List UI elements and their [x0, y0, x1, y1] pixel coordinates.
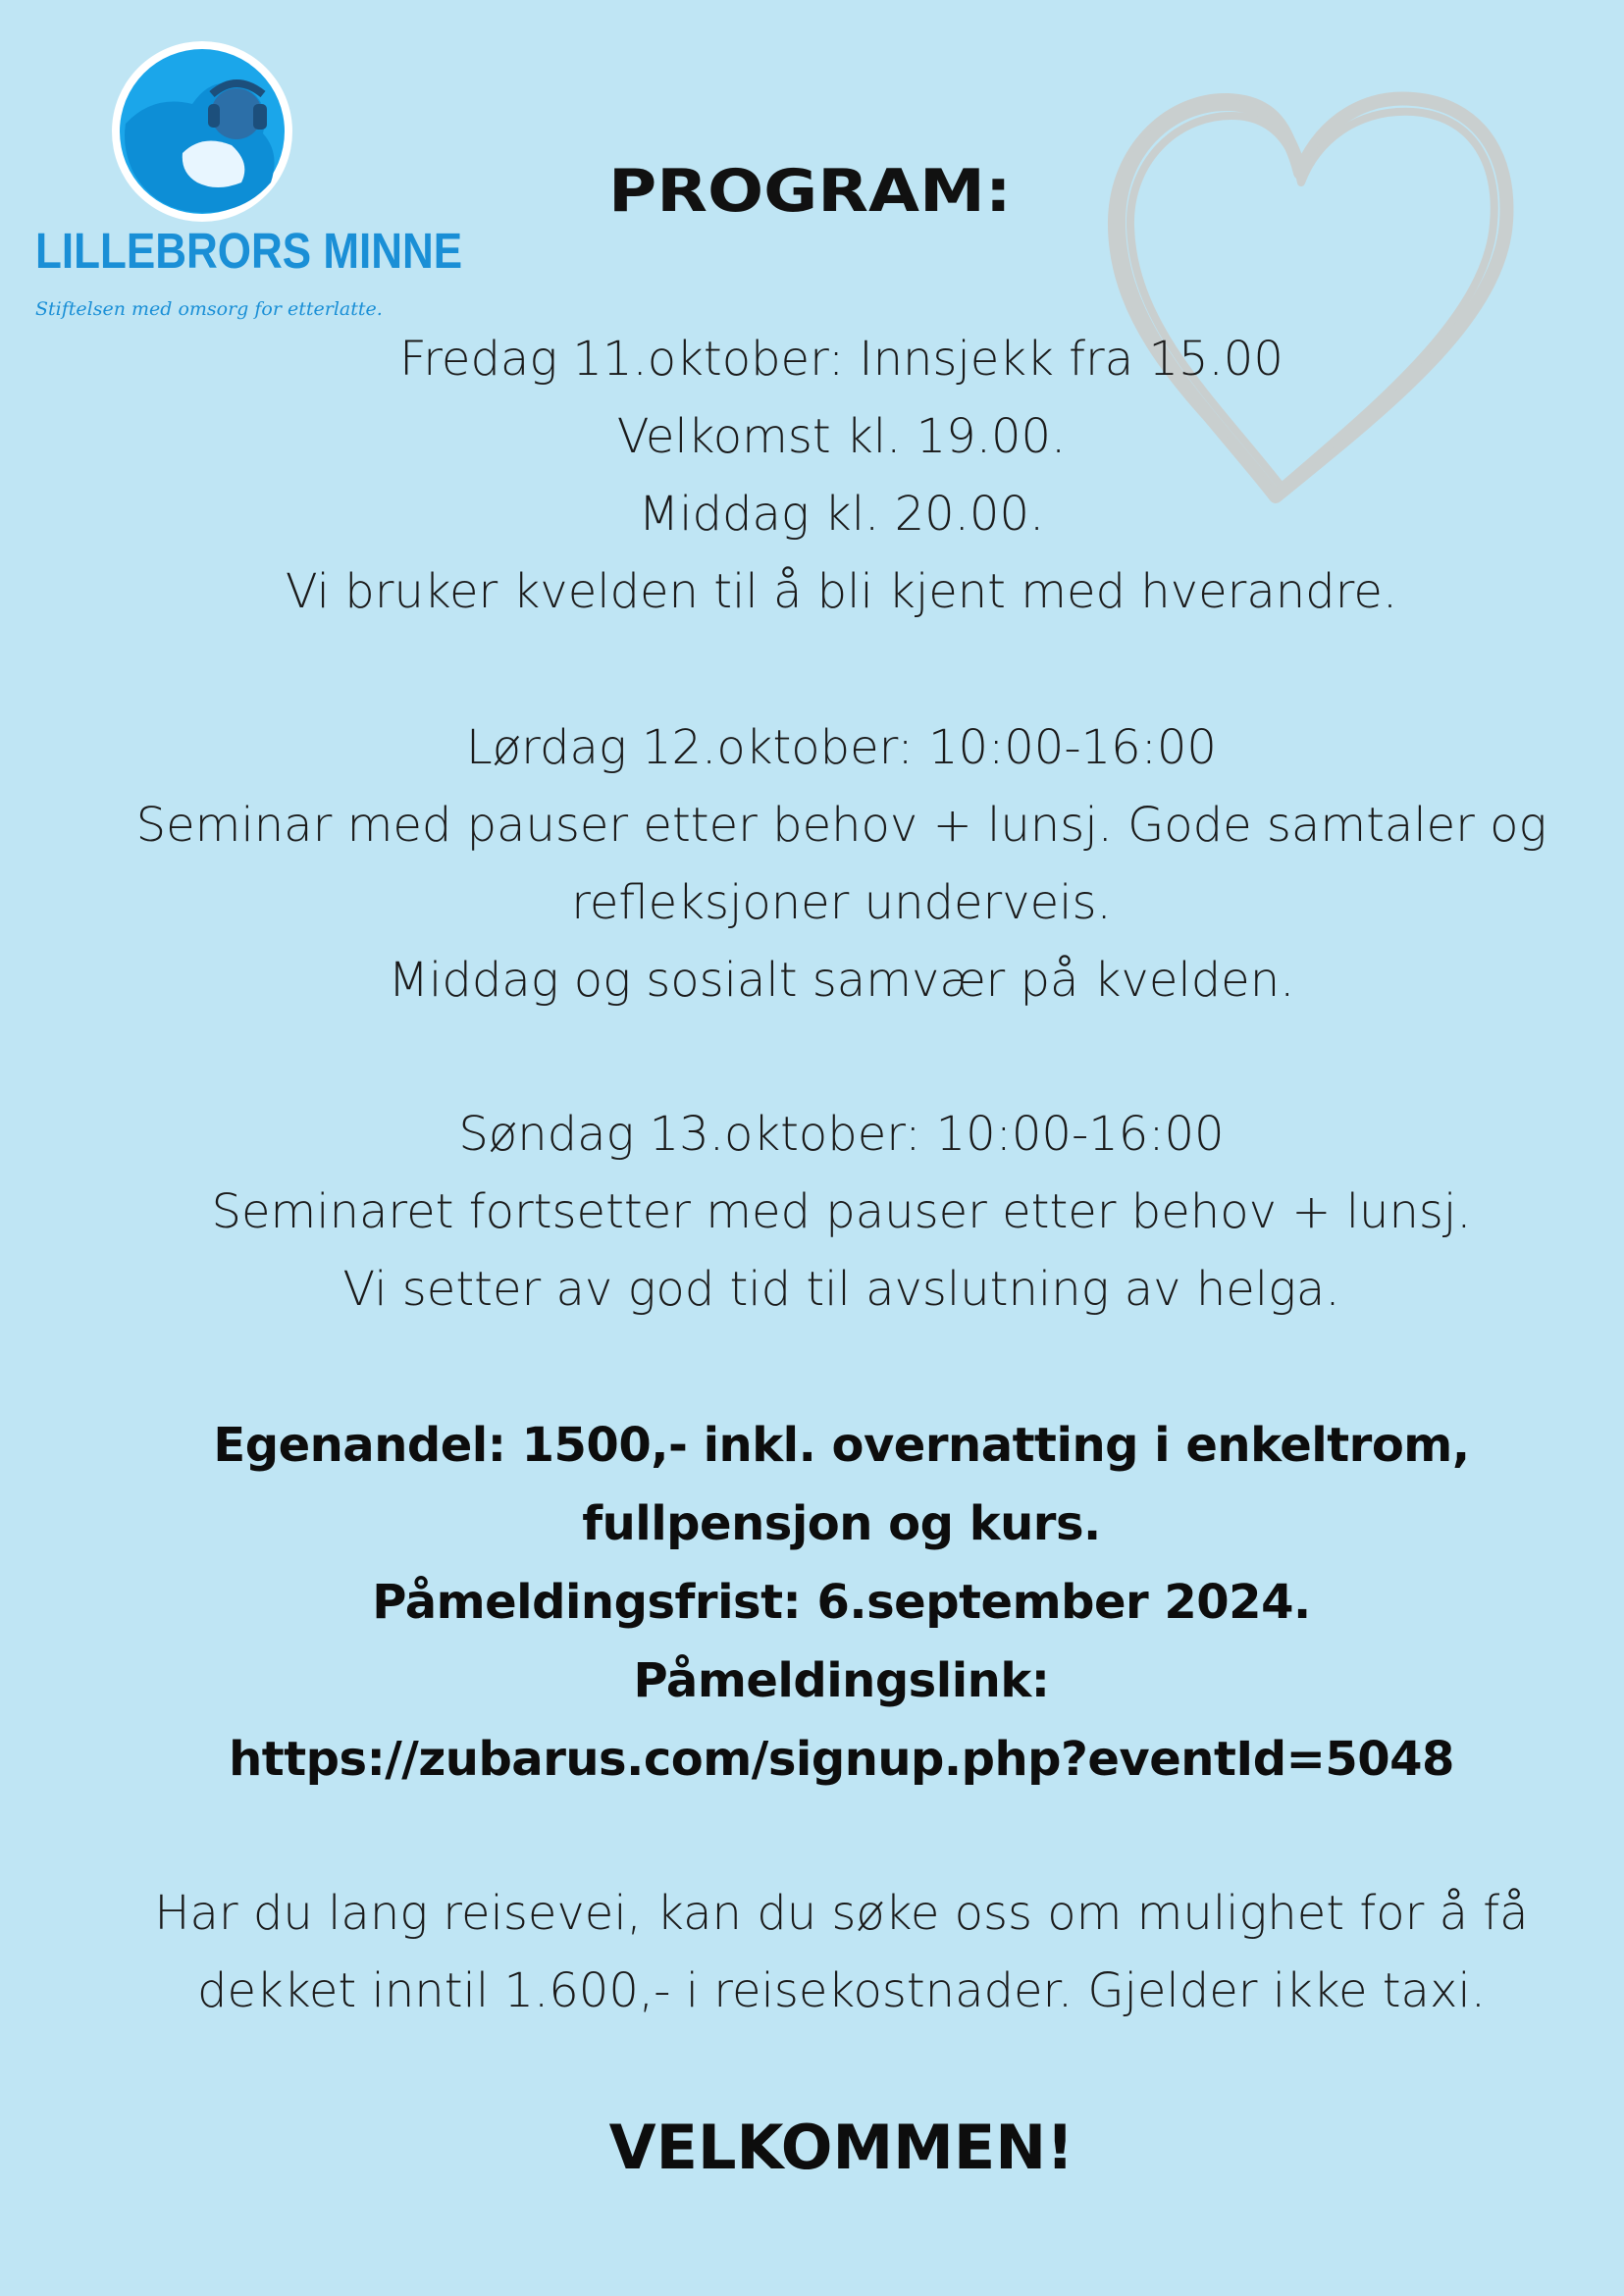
- friday-line: Vi bruker kvelden til å bli kjent med hverandre.: [285, 564, 1398, 619]
- closing-text: VELKOMMEN!: [608, 2112, 1074, 2183]
- logo-title: LILLEBRORS MINNE: [35, 224, 463, 280]
- travel-line: dekket inntil 1.600,- i reisekostnader. Gjelder ikke taxi.: [197, 1963, 1486, 2018]
- friday-line: Velkomst kl. 19.00.: [616, 409, 1067, 464]
- logo-tagline: Stiftelsen med omsorg for etterlatte.: [35, 298, 383, 320]
- page-title: PROGRAM:: [608, 157, 1012, 226]
- fee-line: fullpensjon og kurs.: [582, 1496, 1101, 1551]
- sunday-section: [59, 1096, 1624, 1329]
- signup-link-label: Påmeldingslink:: [633, 1653, 1050, 1708]
- sunday-line: Seminaret fortsetter med pauser etter behov + lunsj.: [211, 1184, 1472, 1239]
- friday-line: Fredag 11.oktober: Innsjekk fra 15.00: [399, 332, 1283, 387]
- signup-link[interactable]: https://zubarus.com/signup.php?eventId=5048: [229, 1732, 1454, 1787]
- saturday-section: [59, 709, 1624, 1019]
- friday-line: Middag kl. 20.00.: [638, 487, 1045, 542]
- deadline: Påmeldingsfrist: 6.september 2024.: [372, 1575, 1311, 1630]
- fee-line: Egenandel: 1500,- inkl. overnatting i enkeltrom,: [213, 1418, 1470, 1473]
- logo-emblem-icon: [35, 35, 369, 232]
- travel-section: [59, 1875, 1624, 2030]
- logo: [35, 35, 463, 339]
- friday-section: [59, 321, 1624, 631]
- sunday-line: Søndag 13.oktober: 10:00-16:00: [458, 1107, 1225, 1162]
- saturday-line: Middag og sosialt samvær på kvelden.: [388, 953, 1295, 1008]
- sunday-line: Vi setter av god tid til avslutning av helga.: [342, 1262, 1340, 1317]
- saturday-line: refleksjoner underveis.: [571, 875, 1112, 930]
- saturday-line: Lørdag 12.oktober: 10:00-16:00: [466, 720, 1217, 775]
- travel-line: Har du lang reisevei, kan du søke oss om mulighet for å få: [154, 1886, 1529, 1941]
- saturday-line: Seminar med pauser etter behov + lunsj. Gode samtaler og: [135, 798, 1547, 853]
- registration-section: [59, 1406, 1624, 1799]
